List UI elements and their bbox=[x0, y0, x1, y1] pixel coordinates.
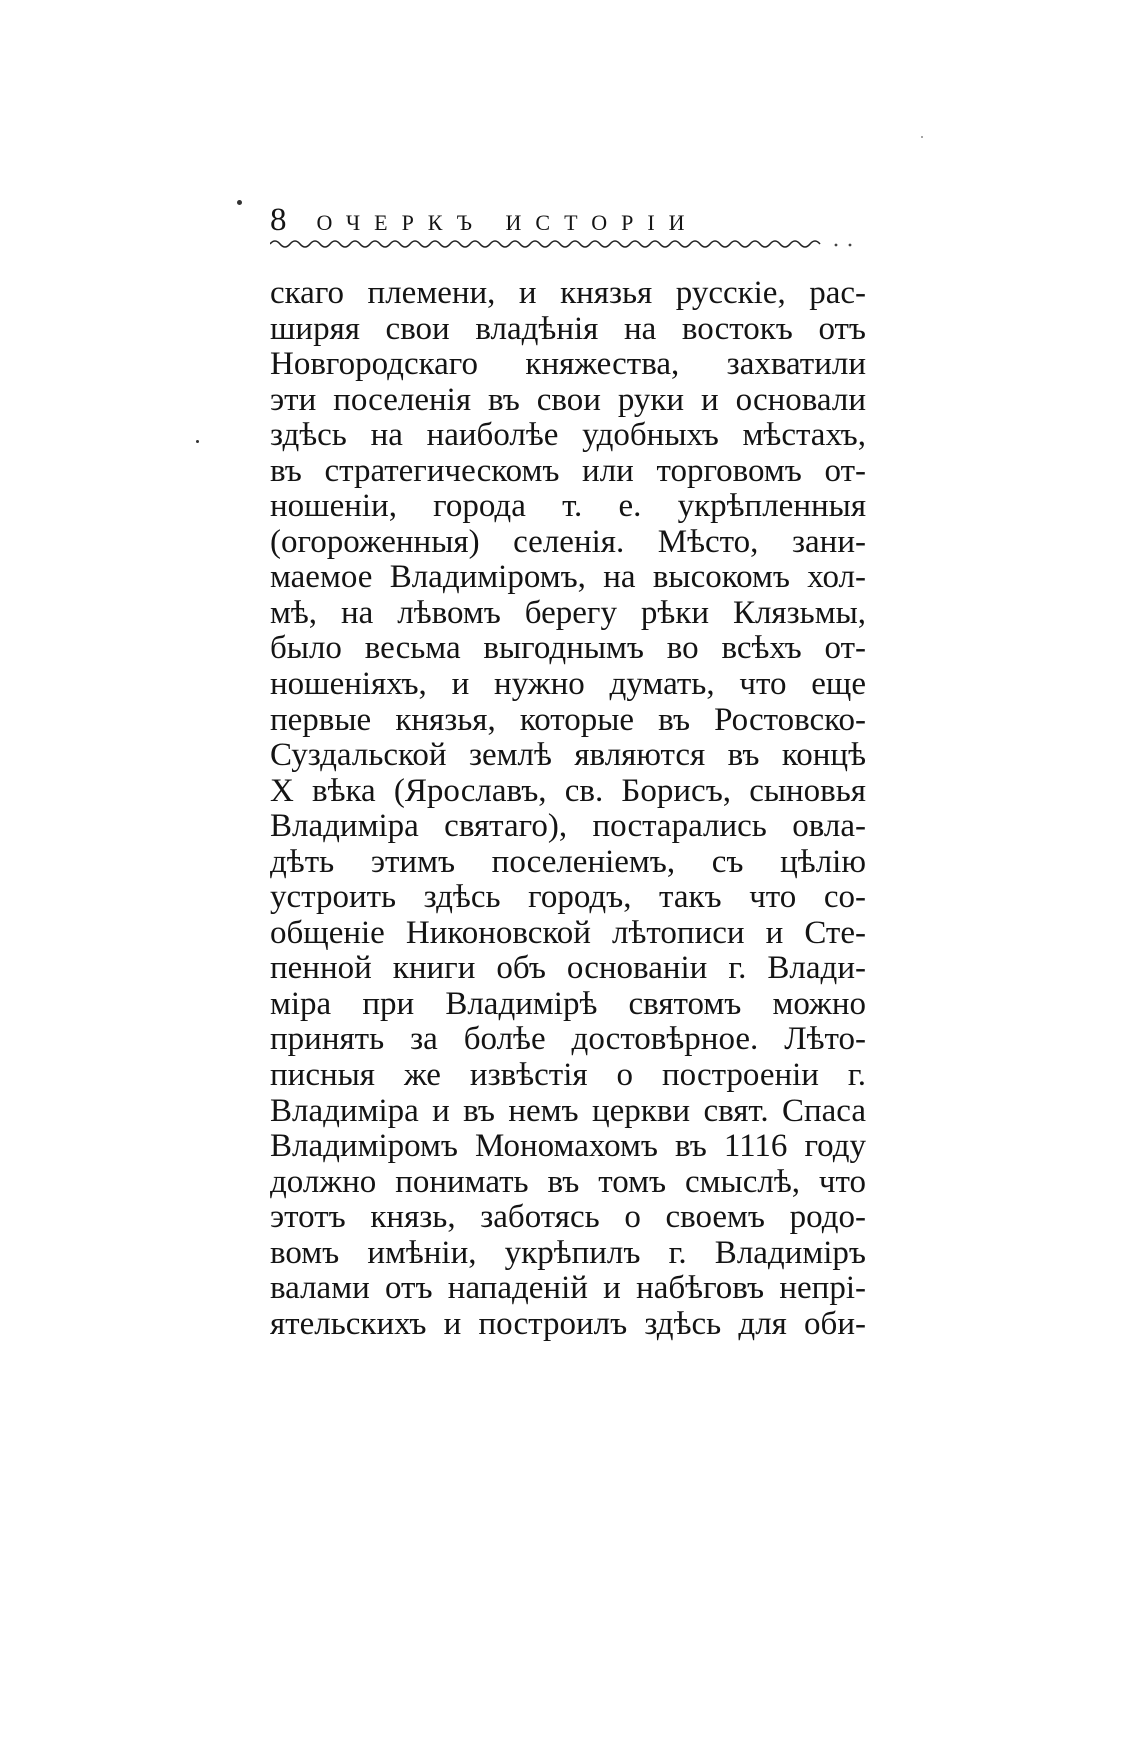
text-line: этотъ князь, заботясь о своемъ родо- bbox=[270, 1199, 866, 1236]
scan-speck bbox=[921, 136, 923, 138]
text-line: дѣть этимъ поселеніемъ, съ цѣлію bbox=[270, 843, 866, 880]
running-head bbox=[270, 200, 870, 240]
text-line: (огороженныя) селенія. Мѣсто, зани- bbox=[270, 523, 866, 560]
text-line: первые князья, которые въ Ростовско- bbox=[270, 701, 866, 738]
text-line: маемое Владиміромъ, на высокомъ хол- bbox=[270, 559, 866, 596]
text-line: здѣсь на наиболѣе удобныхъ мѣстахъ, bbox=[270, 417, 866, 454]
text-line: общеніе Никоновской лѣтописи и Сте- bbox=[270, 914, 866, 951]
text-line: Владиміра и въ немъ церкви свят. Спаса bbox=[270, 1092, 866, 1129]
text-line: міра при Владимірѣ святомъ можно bbox=[270, 985, 866, 1022]
running-title: ОЧЕРКЪ ИСТОРІИ bbox=[316, 210, 699, 235]
text-line: было весьма выгоднымъ во всѣхъ от- bbox=[270, 630, 866, 667]
text-line: X вѣка (Ярославъ, св. Борисъ, сыновья bbox=[270, 772, 866, 809]
text-line: ятельскихъ и построилъ здѣсь для оби- bbox=[270, 1305, 866, 1342]
decorative-wavy-rule bbox=[270, 238, 860, 250]
scan-speck bbox=[196, 440, 199, 443]
text-line: Новгородскаго княжества, захватили bbox=[270, 346, 866, 383]
text-line: пенной книги объ основаніи г. Влади- bbox=[270, 950, 866, 987]
text-line: принять за болѣе достовѣрное. Лѣто- bbox=[270, 1021, 866, 1058]
text-line: мѣ, на лѣвомъ берегу рѣки Клязьмы, bbox=[270, 594, 866, 631]
body-text bbox=[270, 276, 866, 1342]
text-line: писныя же извѣстія о построеніи г. bbox=[270, 1057, 866, 1094]
text-line: эти поселенія въ свои руки и основали bbox=[270, 381, 866, 418]
text-line: въ стратегическомъ или торговомъ от- bbox=[270, 452, 866, 489]
text-line: вомъ имѣніи, укрѣпилъ г. Владиміръ bbox=[270, 1234, 866, 1271]
text-line: Суздальской землѣ являются въ концѣ bbox=[270, 737, 866, 774]
text-line: валами отъ нападеній и набѣговъ непрі- bbox=[270, 1270, 866, 1307]
text-line: ношеніяхъ, и нужно думать, что еще bbox=[270, 666, 866, 703]
text-line: Владиміромъ Мономахомъ въ 1116 году bbox=[270, 1128, 866, 1165]
text-line: Владиміра святаго), постарались овла- bbox=[270, 808, 866, 845]
scan-speck bbox=[237, 200, 242, 205]
text-line: ношеніи, города т. е. укрѣпленныя bbox=[270, 488, 866, 525]
text-line: скаго племени, и князья русскіе, рас- bbox=[270, 275, 866, 311]
text-line: ширяя свои владѣнія на востокъ отъ bbox=[270, 310, 866, 347]
text-line: устроить здѣсь городъ, такъ что со- bbox=[270, 879, 866, 916]
page-number: 8 bbox=[270, 202, 287, 238]
text-line: должно понимать въ томъ смыслѣ, что bbox=[270, 1163, 866, 1200]
